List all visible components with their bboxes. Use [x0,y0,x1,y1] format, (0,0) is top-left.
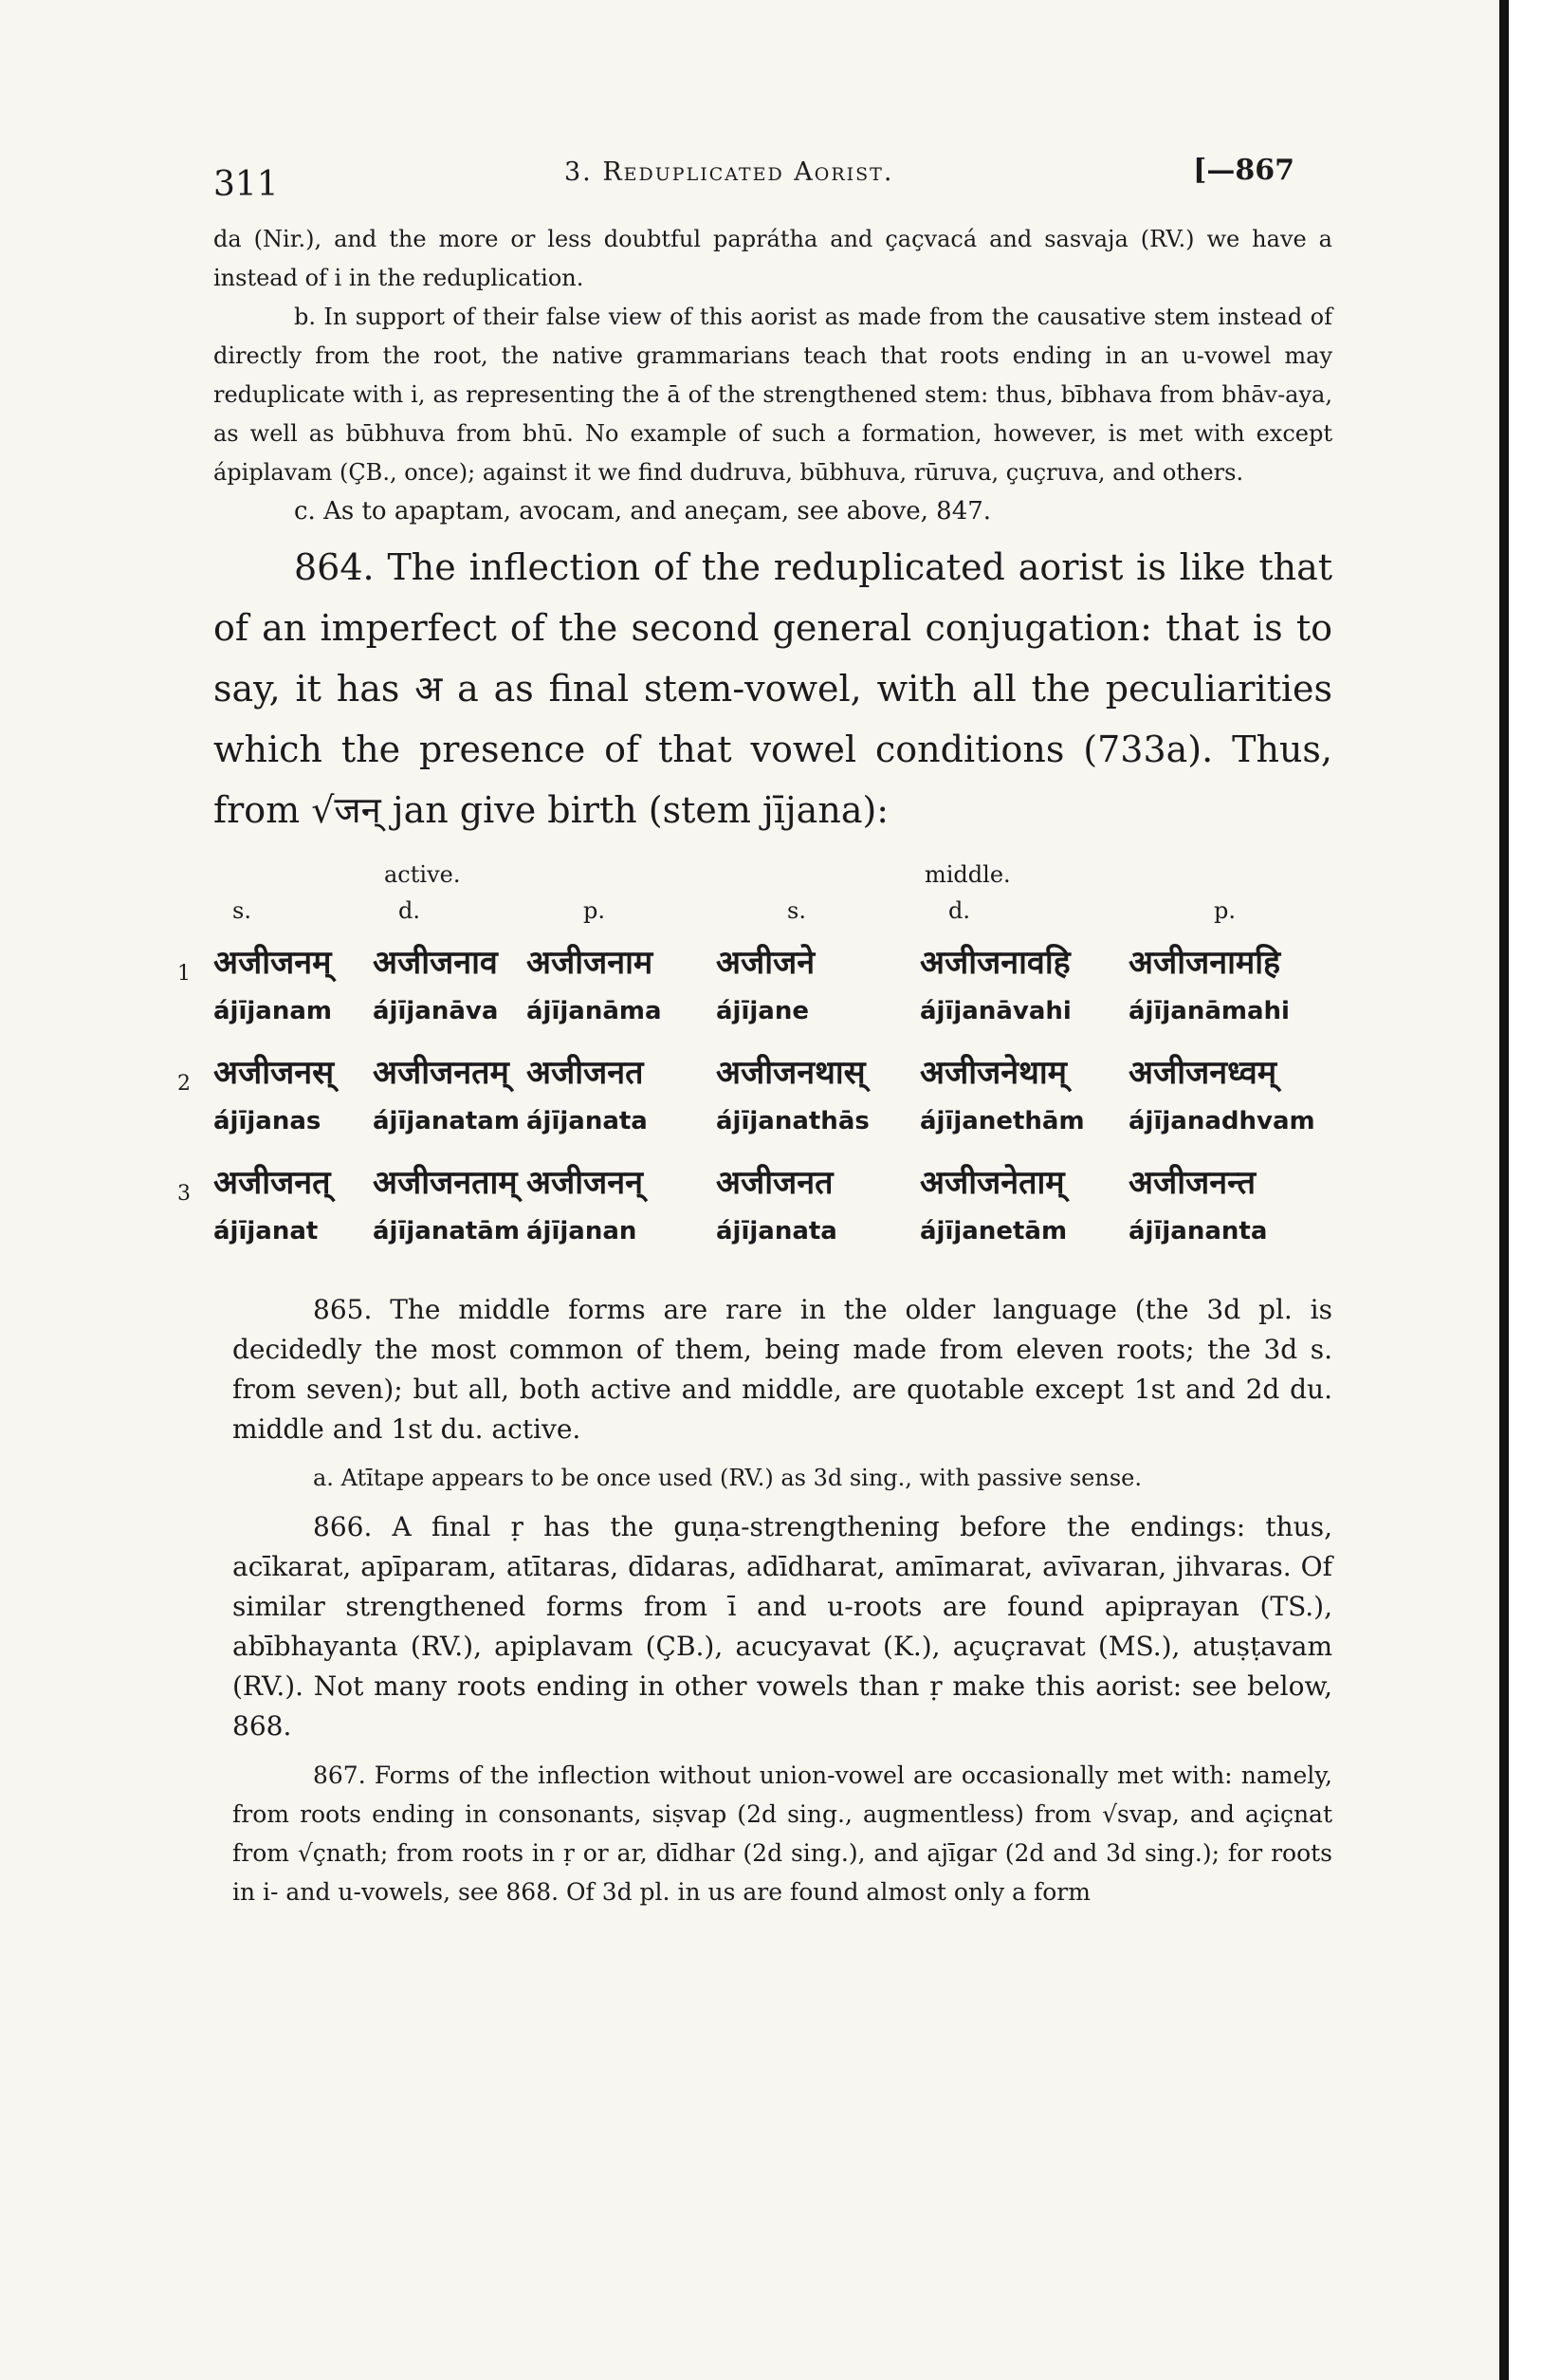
transliteration: ájījanatam [373,1107,520,1135]
form-cell [213,1049,334,1140]
section-866: 866. A final ṛ has the guṇa-strengthening before the endings: thus, acīkarat, apīparam, atītaras, dīdaras, adīdharat, amīmarat, avīvaran, jihvaras. Of similar strengthened forms from ī and u-roots are found apiprayan (TS.), abībhayanta (RV.), apiplavam (ÇB.), acucyavat (K.), açuçravat (MS.), atuṣṭavam (RV.). Not many roots ending in other vowels than ṛ make this aorist: see below, 868. [232,1511,1332,1742]
binding-edge [1499,0,1560,2380]
section-865a: a. Atītape appears to be once used (RV.) as 3d sing., with passive sense. [313,1465,1142,1491]
form-cell [213,939,332,1030]
transliteration: ájījananta [1129,1217,1268,1245]
devanagari-form: अजीजनन् [526,1164,643,1202]
transliteration: ájījanatām [373,1217,520,1245]
devanagari-form: अजीजनामहि [1129,944,1281,982]
form-cell [526,1159,643,1250]
transliteration: ájījanāva [373,997,499,1025]
devanagari-form: अजीजनथास् [716,1054,866,1092]
transliteration: ájījanetām [920,1217,1068,1245]
person-number: 2 [177,1072,191,1096]
transliteration: ájījanata [526,1107,648,1135]
transliteration: ájījanethām [920,1107,1085,1135]
form-cell [920,1049,1085,1140]
person-number: 3 [177,1182,191,1206]
form-cell [213,1159,331,1250]
num-label: p. [1214,897,1236,924]
form-cell [1129,939,1290,1030]
devanagari-form: अजीजनावहि [920,944,1071,982]
devanagari-form: अजीजनस् [213,1054,335,1092]
form-cell [716,1049,870,1140]
num-label: p. [583,897,605,924]
devanagari-form: अजीजनाव [373,944,498,982]
devanagari-form: अजीजनत [526,1054,644,1092]
transliteration: ájījanāma [526,997,662,1025]
form-cell [373,939,498,1030]
transliteration: ájījanadhvam [1129,1107,1315,1135]
section-865: 865. The middle forms are rare in the older language (the 3d pl. is decidedly the most common of them, being made from eleven roots; the 3d s. from seven); but all, both active and middle, are quotable except 1st and 2d du. middle and 1st du. active. [232,1294,1332,1445]
transliteration: ájījanat [213,1217,319,1245]
form-cell [1129,1049,1315,1140]
form-cell [526,939,662,1030]
para-continued: da (Nir.), and the more or less doubtful paprátha and çaçvacá and sasvaja (RV.) we have a instead of i in the reduplication. [213,226,1332,291]
form-cell [1129,1159,1267,1250]
paradigm-table [177,861,1332,1269]
devanagari-form: अजीजनत् [213,1164,331,1202]
voice-active: active. [384,861,461,888]
intro-block [213,220,1332,531]
transliteration: ájījanata [716,1217,837,1245]
table-row [177,1159,1332,1269]
section-867: 867. Forms of the inflection without union-vowel are occasionally met with: namely, from roots ending in consonants, siṣvap (2d sing., augmentless) from √svap, and açiçnat from √çnath; from roots in ṛ or ar, dīdhar (2d sing.), and ajīgar (2d and 3d sing.); for roots in i- and u-vowels, see 868. Of 3d pl. in us are found almost only a form [232,1762,1332,1906]
form-cell [920,1159,1067,1250]
devanagari-form: अजीजनतम् [373,1054,509,1092]
voice-middle: middle. [925,861,1011,888]
devanagari-form: अजीजनन्त [1129,1164,1256,1202]
lower-sections [232,1290,1332,1911]
section-ref: [—867 [1193,154,1294,187]
devanagari-form: अजीजनेथाम् [920,1054,1067,1092]
table-row [177,939,1332,1049]
chapter-title: 3. Reduplicated Aorist. [564,157,894,187]
transliteration: ájījanas [213,1107,321,1135]
devanagari-form: अजीजनाम [526,944,653,982]
devanagari-form: अजीजनत [716,1164,834,1202]
transliteration: ájījane [716,997,809,1025]
devanagari-form: अजीजनताम् [373,1164,518,1202]
transliteration: ájījanan [526,1217,637,1245]
transliteration: ájījanam [213,997,332,1025]
form-cell [716,939,815,1030]
devanagari-form: अजीजनेताम् [920,1164,1065,1202]
transliteration: ájījanāmahi [1129,997,1290,1025]
devanagari-form: अजीजने [716,944,816,982]
para-b: b. In support of their false view of this aorist as made from the causative stem instead of directly from the root, the native grammarians teach that roots ending in an u-vowel may reduplicate with i, as representing the ā of the strengthened stem: thus, bībhava from bhāv-aya, as well as būbhuva from bhū. No example of such a formation, however, is met with except ápiplavam (ÇB., once); against it we find dudruva, būbhuva, rūruva, çuçruva, and others. [213,304,1332,486]
transliteration: ájījanāvahi [920,997,1072,1025]
devanagari-form: अजीजनध्वम् [1129,1054,1277,1092]
table-row [177,1049,1332,1159]
num-label: s. [787,897,806,924]
form-cell [373,1049,520,1140]
book-page [177,152,1332,1911]
form-cell [716,1159,837,1250]
num-label: s. [232,897,251,924]
transliteration: ájījanathās [716,1107,870,1135]
para-c: c. As to apaptam, avocam, and aneçam, see above, 847. [294,497,992,526]
person-number: 1 [177,962,191,986]
section-864: 864. The inflection of the reduplicated aorist is like that of an imperfect of the second general conjugation: that is to say, it has अ a as final stem-vowel, with all the peculiarities which the presence of that vowel conditions (733a). Thus, from √जन् jan give birth (stem jījana): [213,546,1332,831]
num-label: d. [398,897,420,924]
form-cell [920,939,1072,1030]
form-cell [526,1049,648,1140]
form-cell [373,1159,520,1250]
number-header [213,897,1332,939]
running-header [213,152,1332,209]
voice-header [213,861,1332,897]
page-number: 311 [213,165,279,204]
num-label: d. [948,897,970,924]
devanagari-form: अजीजनम् [213,944,332,982]
